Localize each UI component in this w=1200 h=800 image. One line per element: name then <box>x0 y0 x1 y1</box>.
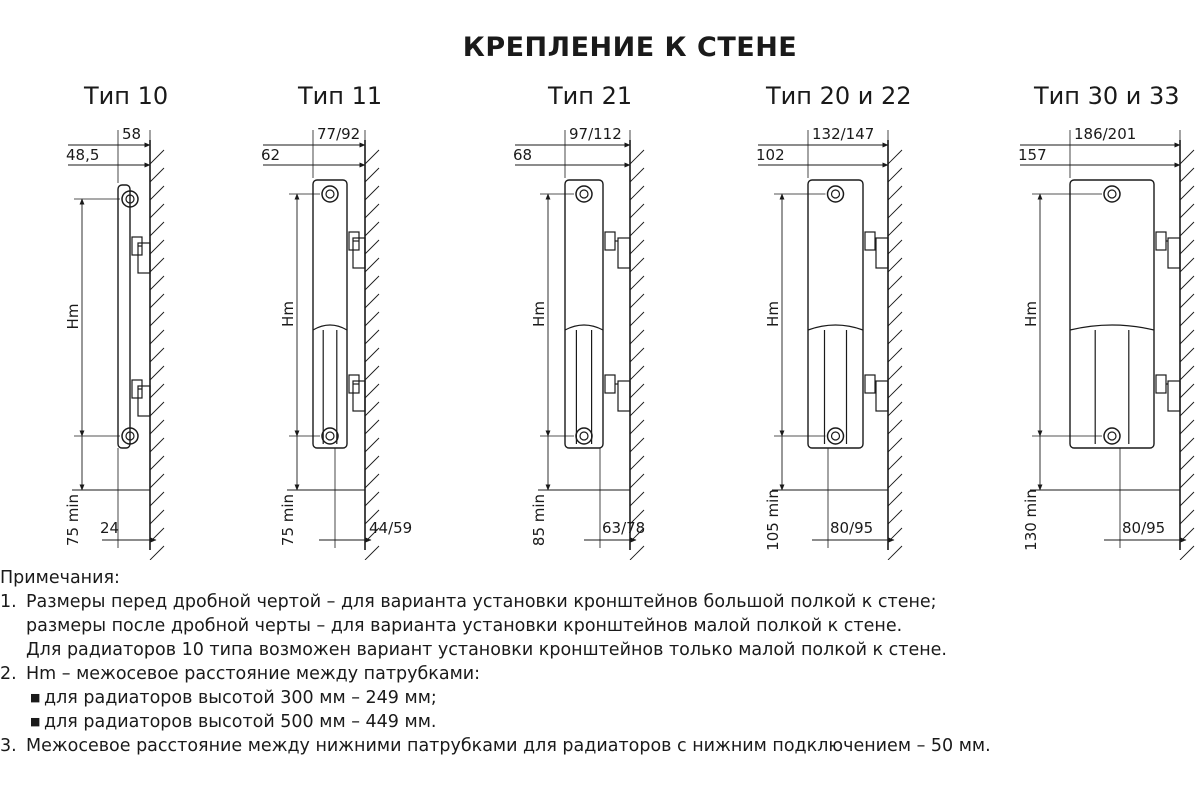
hatch-stroke <box>1180 330 1194 344</box>
hatch-stroke <box>150 222 164 236</box>
offset-label: 48,5 <box>66 146 100 164</box>
wall-hatching <box>150 150 164 560</box>
hatch-stroke <box>1180 510 1194 524</box>
hatch-stroke <box>365 150 379 164</box>
hatch-stroke <box>1180 384 1194 398</box>
hatch-stroke <box>365 546 379 560</box>
hatch-stroke <box>1180 438 1194 452</box>
hatch-stroke <box>1180 222 1194 236</box>
hatch-stroke <box>365 258 379 272</box>
hatch-stroke <box>150 546 164 560</box>
hatch-stroke <box>365 384 379 398</box>
top-connector-icon <box>322 186 338 202</box>
hatch-stroke <box>150 384 164 398</box>
hatch-stroke <box>365 168 379 182</box>
bracket-icon <box>605 232 615 250</box>
radiator-body <box>313 180 347 448</box>
note-1-number: 1. <box>0 592 17 612</box>
min-gap-label: 130 min <box>1022 489 1040 551</box>
top-width-label: 97/112 <box>569 125 622 143</box>
note-3-line-1 <box>0 734 1200 758</box>
bottom-connector-icon <box>322 428 338 444</box>
hatch-stroke <box>1180 276 1194 290</box>
hatch-stroke <box>1180 312 1194 326</box>
type-4-drawing <box>1018 125 1194 560</box>
hatch-stroke <box>888 546 902 560</box>
type-20-22-label: Тип 20 и 22 <box>766 82 912 110</box>
type-30-33-label: Тип 30 и 33 <box>1034 82 1180 110</box>
panel-curve <box>313 325 347 330</box>
hatch-stroke <box>888 348 902 362</box>
hatch-stroke <box>630 204 644 218</box>
hatch-stroke <box>150 204 164 218</box>
top-width-label: 58 <box>122 125 142 143</box>
note-1-line-1 <box>0 590 1200 614</box>
hatch-stroke <box>630 420 644 434</box>
bottom-connector-icon <box>832 432 840 440</box>
hatch-stroke <box>365 294 379 308</box>
hatch-stroke <box>888 366 902 380</box>
hatch-stroke <box>888 402 902 416</box>
note-2-bullet-2 <box>0 710 1200 734</box>
hatch-stroke <box>630 438 644 452</box>
hatch-stroke <box>365 420 379 434</box>
hatch-stroke <box>150 420 164 434</box>
bracket-icon <box>865 375 875 393</box>
hatch-stroke <box>150 294 164 308</box>
hatch-stroke <box>630 294 644 308</box>
hatch-stroke <box>150 456 164 470</box>
offset-label: 68 <box>513 146 533 164</box>
hatch-stroke <box>365 186 379 200</box>
hatch-stroke <box>888 186 902 200</box>
height-label: Hm <box>1022 301 1040 327</box>
bracket-icon <box>138 243 150 273</box>
note-1-line-2: размеры после дробной черты – для варианта установки кронштейнов малой полкой к стене. <box>26 616 903 636</box>
hatch-stroke <box>150 402 164 416</box>
wall-hatching <box>888 150 902 560</box>
hatch-stroke <box>150 312 164 326</box>
hatch-stroke <box>365 348 379 362</box>
note-2-bullet-2-text: для радиаторов высотой 500 мм – 449 мм. <box>44 712 437 732</box>
hatch-stroke <box>630 546 644 560</box>
bottom-dim-label: 63/78 <box>602 519 646 537</box>
bottom-dim-label: 80/95 <box>830 519 874 537</box>
note-2-number: 2. <box>0 664 17 684</box>
height-label: Hm <box>764 301 782 327</box>
hatch-stroke <box>630 474 644 488</box>
top-width-label: 132/147 <box>812 125 875 143</box>
hatch-stroke <box>1180 456 1194 470</box>
top-connector-icon <box>1108 190 1116 198</box>
radiator-body <box>808 180 863 448</box>
hatch-stroke <box>150 510 164 524</box>
bottom-connector-icon <box>576 428 592 444</box>
top-connector-icon <box>326 190 334 198</box>
hatch-stroke <box>150 366 164 380</box>
hatch-stroke <box>365 456 379 470</box>
hatch-stroke <box>1180 204 1194 218</box>
min-gap-label: 105 min <box>764 489 782 551</box>
hatch-stroke <box>1180 546 1194 560</box>
hatch-stroke <box>1180 366 1194 380</box>
hatch-stroke <box>1180 258 1194 272</box>
radiator-body <box>118 185 130 448</box>
hatch-stroke <box>1180 240 1194 254</box>
height-label: Hm <box>64 303 82 330</box>
notes-block <box>0 566 1200 758</box>
bottom-dim-label: 24 <box>100 519 120 537</box>
hatch-stroke <box>365 402 379 416</box>
hatch-stroke <box>888 240 902 254</box>
hatch-stroke <box>630 330 644 344</box>
hatch-stroke <box>150 438 164 452</box>
bottom-dim-label: 80/95 <box>1122 519 1166 537</box>
bracket-icon <box>605 375 615 393</box>
bottom-connector-icon <box>326 432 334 440</box>
top-connector-icon <box>1104 186 1120 202</box>
panel-curve <box>565 325 603 330</box>
hatch-stroke <box>630 348 644 362</box>
hatch-stroke <box>150 474 164 488</box>
bullet-icon: ■ <box>30 715 41 728</box>
wall-hatching <box>1180 150 1194 560</box>
top-connector-icon <box>832 190 840 198</box>
hatch-stroke <box>150 330 164 344</box>
hatch-stroke <box>150 240 164 254</box>
hatch-stroke <box>630 276 644 290</box>
hatch-stroke <box>150 150 164 164</box>
radiator-body <box>565 180 603 448</box>
type-1-drawing <box>261 125 412 560</box>
hatch-stroke <box>630 258 644 272</box>
page-title: КРЕПЛЕНИЕ К СТЕНЕ <box>462 32 798 63</box>
bracket-icon <box>618 381 630 411</box>
panel-curve <box>808 325 863 330</box>
hatch-stroke <box>888 276 902 290</box>
height-label: Hm <box>279 301 297 327</box>
note-1-text-1: Размеры перед дробной чертой – для варианта установки кронштейнов большой полкой к стене; <box>26 592 937 612</box>
hatch-stroke <box>630 492 644 506</box>
bottom-connector-icon <box>828 428 844 444</box>
hatch-stroke <box>630 168 644 182</box>
height-label: Hm <box>530 301 548 327</box>
bracket-icon <box>876 381 888 411</box>
bracket-icon <box>1168 238 1180 268</box>
hatch-stroke <box>888 258 902 272</box>
min-gap-label: 75 min <box>64 493 82 547</box>
hatch-stroke <box>1180 420 1194 434</box>
hatch-stroke <box>630 456 644 470</box>
note-2-line-1 <box>0 662 1200 686</box>
type-0-drawing <box>64 125 164 560</box>
hatch-stroke <box>365 492 379 506</box>
hatch-stroke <box>630 366 644 380</box>
hatch-stroke <box>888 510 902 524</box>
top-connector-icon <box>576 186 592 202</box>
note-2-text-1: Hm – межосевое расстояние между патрубками: <box>26 664 481 684</box>
hatch-stroke <box>150 348 164 362</box>
panel-curve <box>1070 325 1154 330</box>
hatch-stroke <box>630 312 644 326</box>
hatch-stroke <box>365 222 379 236</box>
hatch-stroke <box>365 438 379 452</box>
hatch-stroke <box>630 222 644 236</box>
hatch-stroke <box>888 438 902 452</box>
bracket-icon <box>1168 381 1180 411</box>
note-2-bullet-1-text: для радиаторов высотой 300 мм – 249 мм; <box>44 688 437 708</box>
hatch-stroke <box>888 168 902 182</box>
type-11-label: Тип 11 <box>298 82 383 110</box>
hatch-stroke <box>1180 186 1194 200</box>
bottom-connector-icon <box>580 432 588 440</box>
bottom-connector-icon <box>1104 428 1120 444</box>
hatch-stroke <box>1180 402 1194 416</box>
hatch-stroke <box>888 420 902 434</box>
hatch-stroke <box>365 330 379 344</box>
bullet-icon: ■ <box>30 691 41 704</box>
bracket-icon <box>865 232 875 250</box>
bracket-icon <box>1156 232 1166 250</box>
hatch-stroke <box>365 276 379 290</box>
hatch-stroke <box>630 186 644 200</box>
note-3-text-1: Межосевое расстояние между нижними патрубками для радиаторов с нижним подключением – 50 мм. <box>26 736 991 756</box>
top-connector-icon <box>828 186 844 202</box>
bracket-icon <box>876 238 888 268</box>
notes-heading: Примечания: <box>0 568 120 588</box>
hatch-stroke <box>150 492 164 506</box>
type-2-drawing <box>513 125 645 560</box>
hatch-stroke <box>888 204 902 218</box>
hatch-stroke <box>630 150 644 164</box>
note-1-line-3: Для радиаторов 10 типа возможен вариант установки кронштейнов только малой полкой к стене. <box>26 640 947 660</box>
hatch-stroke <box>365 312 379 326</box>
note-3-number: 3. <box>0 736 17 756</box>
hatch-stroke <box>1180 474 1194 488</box>
hatch-stroke <box>630 402 644 416</box>
type-3-drawing <box>756 125 902 560</box>
min-gap-label: 75 min <box>279 493 297 547</box>
top-width-label: 77/92 <box>317 125 361 143</box>
type-10-label: Тип 10 <box>84 82 169 110</box>
bracket-icon <box>618 238 630 268</box>
hatch-stroke <box>888 474 902 488</box>
bracket-icon <box>138 386 150 416</box>
top-width-label: 186/201 <box>1074 125 1137 143</box>
bottom-dim-label: 44/59 <box>369 519 413 537</box>
radiator-body <box>1070 180 1154 448</box>
hatch-stroke <box>150 276 164 290</box>
hatch-stroke <box>1180 294 1194 308</box>
min-gap-label: 85 min <box>530 493 548 547</box>
hatch-stroke <box>888 456 902 470</box>
type-21-label: Тип 21 <box>548 82 633 110</box>
hatch-stroke <box>888 222 902 236</box>
hatch-stroke <box>365 240 379 254</box>
bracket-icon <box>1156 375 1166 393</box>
hatch-stroke <box>1180 150 1194 164</box>
offset-label: 157 <box>1018 146 1047 164</box>
hatch-stroke <box>630 384 644 398</box>
hatch-stroke <box>150 186 164 200</box>
hatch-stroke <box>630 240 644 254</box>
hatch-stroke <box>150 258 164 272</box>
top-connector-icon <box>580 190 588 198</box>
note-2-bullet-1 <box>0 686 1200 710</box>
hatch-stroke <box>888 492 902 506</box>
hatch-stroke <box>365 366 379 380</box>
hatch-stroke <box>888 150 902 164</box>
hatch-stroke <box>888 294 902 308</box>
hatch-stroke <box>365 474 379 488</box>
hatch-stroke <box>1180 168 1194 182</box>
offset-label: 62 <box>261 146 281 164</box>
wall-hatching <box>630 150 644 560</box>
hatch-stroke <box>1180 348 1194 362</box>
wall-hatching <box>365 150 379 560</box>
hatch-stroke <box>888 330 902 344</box>
bottom-connector-icon <box>1108 432 1116 440</box>
hatch-stroke <box>1180 492 1194 506</box>
hatch-stroke <box>365 204 379 218</box>
hatch-stroke <box>888 312 902 326</box>
hatch-stroke <box>150 168 164 182</box>
offset-label: 102 <box>756 146 785 164</box>
hatch-stroke <box>888 384 902 398</box>
